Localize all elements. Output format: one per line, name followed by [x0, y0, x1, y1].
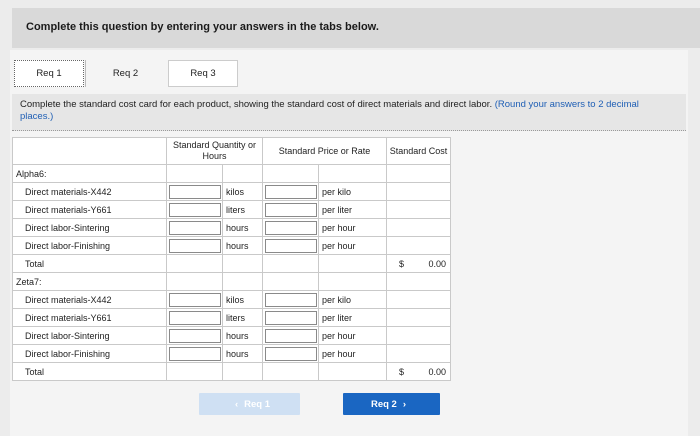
currency-symbol: $: [399, 258, 405, 269]
total-row: [13, 363, 451, 381]
table-row: [13, 219, 451, 237]
table-row: [13, 291, 451, 309]
quantity-unit: kilos: [223, 183, 263, 201]
product-row: [13, 273, 451, 291]
price-input[interactable]: [265, 221, 317, 235]
header-blank: [13, 138, 167, 165]
product-row: [13, 165, 451, 183]
price-input[interactable]: [265, 293, 317, 307]
table-row: [13, 237, 451, 255]
total-cost: [387, 255, 451, 273]
price-input[interactable]: [265, 185, 317, 199]
header-price: Standard Price or Rate: [263, 138, 387, 165]
next-button-label: Req 2: [370, 398, 397, 410]
quantity-input[interactable]: [169, 293, 221, 307]
chevron-right-icon: ›: [402, 398, 407, 410]
quantity-unit: liters: [223, 201, 263, 219]
row-label: Direct materials-X442: [13, 183, 167, 201]
quantity-unit: hours: [223, 345, 263, 363]
table-row: [13, 183, 451, 201]
price-input[interactable]: [265, 239, 317, 253]
total-label: Total: [13, 363, 167, 381]
price-unit: per hour: [319, 237, 387, 255]
row-label: Direct labor-Finishing: [13, 345, 167, 363]
row-label: Direct labor-Finishing: [13, 237, 167, 255]
chevron-left-icon: ‹: [234, 398, 239, 410]
row-label: Direct materials-Y661: [13, 309, 167, 327]
total-label: Total: [13, 255, 167, 273]
product-name: Alpha6:: [13, 165, 167, 183]
next-button[interactable]: [343, 393, 440, 415]
price-unit: per kilo: [319, 291, 387, 309]
price-input[interactable]: [265, 329, 317, 343]
question-title: Complete this question by entering your answers in the tabs below.: [26, 21, 379, 33]
table-row: [13, 327, 451, 345]
quantity-input[interactable]: [169, 185, 221, 199]
prev-button-label: Req 1: [244, 398, 271, 410]
quantity-unit: liters: [223, 309, 263, 327]
price-unit: per liter: [319, 309, 387, 327]
price-unit: per kilo: [319, 183, 387, 201]
quantity-input[interactable]: [169, 239, 221, 253]
quantity-input[interactable]: [169, 203, 221, 217]
instructions-note: (Round your answers to 2 decimal places.): [20, 99, 639, 122]
prev-button[interactable]: [199, 393, 300, 415]
total-value: 0.00: [428, 258, 446, 269]
quantity-unit: kilos: [223, 291, 263, 309]
currency-symbol: $: [399, 366, 405, 377]
quantity-input[interactable]: [169, 347, 221, 361]
price-input[interactable]: [265, 347, 317, 361]
quantity-input[interactable]: [169, 311, 221, 325]
total-cost: [387, 363, 451, 381]
quantity-input[interactable]: [169, 329, 221, 343]
instructions: [20, 99, 670, 123]
quantity-unit: hours: [223, 237, 263, 255]
row-label: Direct materials-X442: [13, 291, 167, 309]
question-header: [12, 8, 700, 48]
quantity-unit: hours: [223, 327, 263, 345]
product-name: Zeta7:: [13, 273, 167, 291]
tab-req-2[interactable]: Req 2: [85, 60, 165, 87]
quantity-input[interactable]: [169, 221, 221, 235]
total-value: 0.00: [428, 366, 446, 377]
table-row: [13, 345, 451, 363]
price-input[interactable]: [265, 203, 317, 217]
tab-req-3[interactable]: Req 3: [168, 60, 238, 87]
instructions-box: [12, 94, 686, 131]
row-label: Direct labor-Sintering: [13, 327, 167, 345]
table-row: [13, 309, 451, 327]
price-unit: per hour: [319, 327, 387, 345]
quantity-unit: hours: [223, 219, 263, 237]
row-label: Direct labor-Sintering: [13, 219, 167, 237]
tab-req-1[interactable]: Req 1: [14, 60, 84, 87]
total-row: [13, 255, 451, 273]
header-quantity: Standard Quantity or Hours: [167, 138, 263, 165]
header-cost: Standard Cost: [387, 138, 451, 165]
instructions-text: Complete the standard cost card for each product, showing the standard cost of direct materials and direct labor.: [20, 99, 493, 110]
table-row: [13, 201, 451, 219]
standard-cost-card-table: [12, 137, 451, 381]
price-unit: per hour: [319, 219, 387, 237]
price-unit: per hour: [319, 345, 387, 363]
table-header-row: [13, 138, 451, 165]
price-input[interactable]: [265, 311, 317, 325]
row-label: Direct materials-Y661: [13, 201, 167, 219]
price-unit: per liter: [319, 201, 387, 219]
